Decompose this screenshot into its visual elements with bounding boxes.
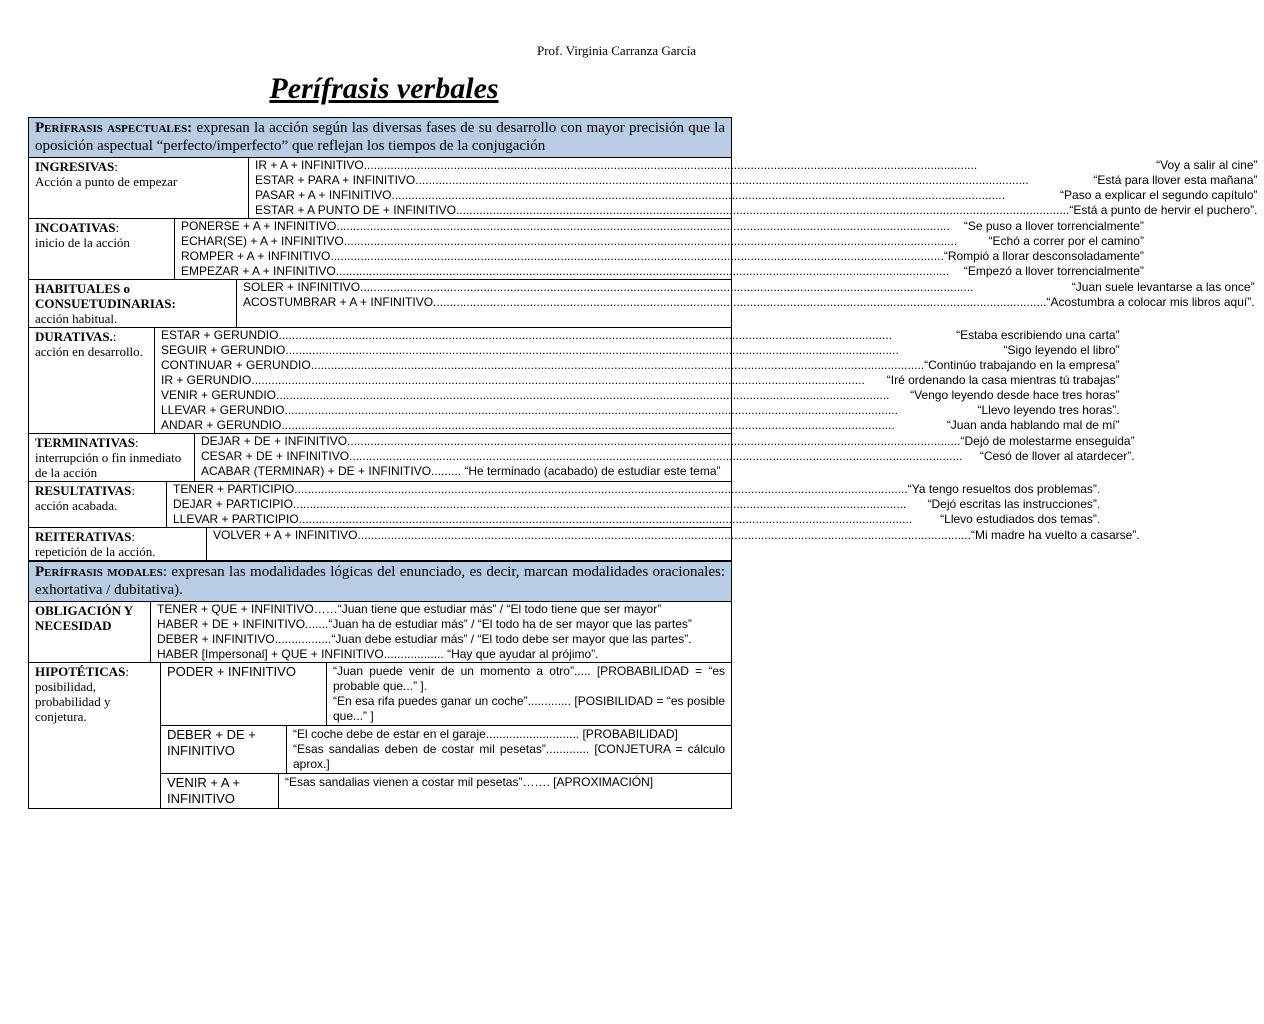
formula-line: [201, 434, 1135, 449]
group-ingresivas: [29, 158, 1258, 219]
group-description: posibilidad, probabilidad y conjetura.: [35, 679, 111, 724]
example: “Ya tengo resueltos dos problemas”.: [907, 482, 1101, 496]
group-formulas: [155, 328, 1126, 433]
formula: HABER + DE + INFINITIVO: [157, 617, 306, 631]
group-formulas: [249, 158, 1264, 218]
examples: [279, 774, 731, 808]
example: “Mi madre ha vuelto a casarse”.: [970, 528, 1140, 542]
example: “Se puso a llover torrencialmente”: [963, 219, 1144, 233]
formula-line: [161, 403, 1120, 418]
group-description: interrupción o fin inmediato de la acción: [35, 450, 182, 480]
aspectual-title: Perífrasis aspectuales:: [35, 120, 193, 136]
formula: PONERSE + A + INFINITIVO: [181, 219, 337, 233]
example: “Sigo leyendo el libro”: [1003, 343, 1120, 357]
group-resultativas: [29, 482, 1101, 528]
group-label: [29, 528, 207, 560]
page-title: Perífrasis verbales: [269, 72, 499, 105]
formula: LLEVAR + PARTICIPIO: [173, 512, 299, 526]
group-name: HIPOTÉTICAS: [35, 664, 126, 679]
formula: IR + A + INFINITIVO: [255, 158, 364, 172]
example: “Rompió a llorar desconsoladamente”: [943, 249, 1144, 263]
formula: DEBER + DE + INFINITIVO: [161, 726, 287, 773]
hipotetica-row-poder: [161, 663, 731, 726]
formula-line: [181, 219, 1144, 234]
example: “Cesó de llover al atardecer”.: [979, 449, 1135, 463]
example: “Dejó de molestarme enseguida”: [960, 434, 1135, 448]
group-reiterativas: [29, 528, 1140, 561]
formula-line: ACABAR (TERMINAR) + DE + INFINITIVO......... “He terminado (acabado) de estudiar este tema”: [201, 464, 721, 478]
modal-header: [29, 561, 731, 602]
example: “Acostumbra a colocar mis libros aquí”.: [1046, 295, 1255, 309]
leader-dots: .................: [274, 632, 332, 646]
example: “Vengo leyendo desde hace tres horas”: [910, 388, 1120, 402]
formula: PODER + INFINITIVO: [161, 663, 327, 725]
formula-line: [243, 295, 1255, 310]
formula: ESTAR + GERUNDIO: [161, 328, 279, 342]
group-name: REITERATIVAS: [35, 529, 132, 544]
examples: [287, 726, 731, 773]
group-label: [29, 482, 167, 527]
leader-dots: ……: [313, 602, 338, 616]
example: “Echó a correr por el camino”: [988, 234, 1144, 248]
example: “Juan ha de estudiar más” / “El todo ha de ser mayor que las partes”: [328, 617, 692, 631]
group-formulas: [195, 434, 1141, 481]
group-name: HABITUALES o CONSUETUDINARIAS:: [35, 281, 176, 311]
group-habituales: [29, 280, 1255, 328]
formula: CESAR + DE + INFINITIVO: [201, 449, 350, 463]
formula: VENIR + A + INFINITIVO: [161, 774, 279, 808]
formula-line: [157, 602, 725, 617]
formula: SOLER + INFINITIVO: [243, 280, 361, 294]
group-label: [29, 663, 161, 808]
group-label: [29, 158, 249, 218]
group-obligacion: [29, 602, 731, 663]
example: “Juan suele levantarse a las once”: [1071, 280, 1255, 294]
aspectual-header: [29, 118, 731, 158]
hipoteticas-grid: [161, 663, 731, 808]
group-formulas: [175, 219, 1150, 279]
group-incoativas: [29, 219, 1144, 280]
example: “Juan debe estudiar más” / “El todo debe ser mayor que las partes”.: [331, 632, 692, 646]
group-formulas: [151, 602, 731, 662]
example: “Juan puede venir de un momento a otro”..... [PROBABILIDAD = “es probable que...” ].: [333, 664, 725, 693]
group-description: acción habitual.: [35, 311, 118, 326]
formula: EMPEZAR + A + INFINITIVO: [181, 264, 336, 278]
formula: ROMPER + A + INFINITIVO: [181, 249, 331, 263]
group-name: INGRESIVAS: [35, 159, 115, 174]
formula: CONTINUAR + GERUNDIO: [161, 358, 311, 372]
group-description: repetición de la acción.: [35, 544, 156, 559]
example: “Empezó a llover torrencialmente”: [963, 264, 1144, 278]
formula-line: [157, 632, 725, 647]
formula: ESTAR + PARA + INFINITIVO: [255, 173, 416, 187]
group-name: DURATIVAS.: [35, 329, 113, 344]
formula: ACOSTUMBRAR + A + INFINITIVO: [243, 295, 434, 309]
modal-description: : expresan las modalidades lógicas del enunciado, es decir, marcan modalidades oracionales: exhortativa / dubitativa).: [35, 564, 725, 598]
example: “Esas sandalias deben de costar mil pesetas”............. [CONJETURA = cálculo aprox.]: [293, 742, 725, 771]
hipotetica-row-deber: [161, 726, 731, 774]
formula-line: [255, 203, 1258, 218]
formula-line: [161, 358, 1120, 373]
group-name-suffix: :: [134, 435, 139, 450]
formula-line: [161, 343, 1120, 358]
example: “Continúo trabajando en la empresa”: [924, 358, 1120, 372]
group-hipoteticas: [29, 663, 731, 808]
group-description: acción acabada.: [35, 498, 118, 513]
formula: TENER + PARTICIPIO: [173, 482, 295, 496]
example: “Iré ordenando la casa mientras tú trabajas”: [886, 373, 1120, 387]
formula-line: [173, 512, 1100, 527]
group-description: acción en desarrollo.: [35, 344, 143, 359]
group-formulas: [207, 528, 1162, 560]
formula: HABER [Impersonal] + QUE + INFINITIVO: [157, 647, 384, 661]
example: “Juan tiene que estudiar más” / “El todo tiene que ser mayor”: [337, 602, 662, 616]
group-name: OBLIGACIÓN Y NECESIDAD: [35, 603, 133, 633]
group-name-suffix: :: [112, 329, 117, 344]
formula: ACABAR (TERMINAR) + DE + INFINITIVO: [201, 464, 432, 478]
formula-line: [173, 482, 1100, 497]
aspectual-description: expresan la acción según las diversas fases de su desarrollo con mayor precisión que la oposición aspectual “perfecto/imperfecto” que reflejan los tiempos de la conjugación: [35, 120, 726, 154]
formula-line: [181, 234, 1144, 249]
example: “Juan anda hablando mal de mí”: [946, 418, 1120, 432]
group-description: Acción a punto de empezar: [35, 174, 178, 189]
group-label: [29, 280, 237, 327]
formula-line: [255, 173, 1258, 188]
formula-line: [161, 388, 1120, 403]
formula: ESTAR + A PUNTO DE + INFINITIVO: [255, 203, 456, 217]
group-durativas: [29, 328, 1120, 434]
author-name: Prof. Virginia Carranza García: [536, 43, 696, 58]
formula-line: [255, 188, 1258, 203]
group-label: [29, 434, 195, 481]
formula: VOLVER + A + INFINITIVO: [213, 528, 358, 542]
group-label: [29, 328, 155, 433]
group-name-suffix: :: [125, 664, 129, 679]
example: “He terminado (acabado) de estudiar este tema”: [461, 464, 721, 478]
example: “Voy a salir al cine”: [1156, 158, 1258, 172]
formula: LLEVAR + GERUNDIO: [161, 403, 285, 417]
formula-line: [201, 449, 1135, 464]
formula: DEBER + INFINITIVO: [157, 632, 275, 646]
formula: PASAR + A + INFINITIVO: [255, 188, 392, 202]
formula-line: [161, 328, 1120, 343]
example: “El coche debe de estar en el garaje............................ [PROBABILIDAD]: [293, 727, 678, 741]
group-name: RESULTATIVAS: [35, 483, 132, 498]
hipotetica-row-venir: [161, 774, 731, 808]
group-name-suffix: :: [131, 483, 135, 498]
example: “Paso a explicar el segundo capítulo”: [1060, 188, 1258, 202]
formula-line: [181, 249, 1144, 264]
formula: DEJAR + DE + INFINITIVO: [201, 434, 348, 448]
formula-line: [213, 528, 1140, 543]
example: “Está a punto de hervir el puchero”.: [1069, 203, 1258, 217]
formula: ECHAR(SE) + A + INFINITIVO: [181, 234, 344, 248]
formula: ANDAR + GERUNDIO: [161, 418, 282, 432]
group-name: INCOATIVAS: [35, 220, 116, 235]
formula: TENER + QUE + INFINITIVO: [157, 602, 314, 616]
formula-line: [181, 264, 1144, 279]
formula-line: [157, 617, 725, 632]
formula: SEGUIR + GERUNDIO: [161, 343, 286, 357]
formula-line: [157, 647, 725, 662]
formula: VENIR + GERUNDIO: [161, 388, 277, 402]
formula: DEJAR + PARTICIPIO: [173, 497, 293, 511]
formula: IR + GERUNDIO: [161, 373, 252, 387]
examples: [327, 663, 731, 725]
group-terminativas: [29, 434, 1135, 482]
group-name-suffix: :: [131, 529, 135, 544]
formula-line: [161, 418, 1120, 433]
group-formulas: [167, 482, 1130, 527]
example: “Llevo estudiados dos temas”.: [940, 512, 1101, 526]
group-name-suffix: :: [114, 159, 118, 174]
group-name: TERMINATIVAS: [35, 435, 135, 450]
group-label: [29, 602, 151, 662]
leader-dots: ..................: [383, 647, 444, 661]
formula-line: [255, 158, 1258, 173]
periphrasis-table: [28, 117, 1258, 809]
formula-line: [161, 373, 1120, 388]
example: “En esa rifa puedes ganar un coche”............. [POSIBILIDAD = “es posible que...” ]: [333, 694, 725, 723]
group-label: [29, 219, 175, 279]
formula-line: [173, 497, 1100, 512]
formula-line: [243, 280, 1255, 295]
example: “Está para llover esta mañana”: [1093, 173, 1258, 187]
example: “Estaba escribiendo una carta”: [956, 328, 1120, 342]
modal-title: Perífrasis modales: [35, 564, 163, 580]
group-description: inicio de la acción: [35, 235, 130, 250]
leader-dots: .......: [305, 617, 329, 631]
example: “Dejó escritas las instrucciones”.: [927, 497, 1101, 511]
example: “Llevo leyendo tres horas”.: [977, 403, 1120, 417]
group-name-suffix: :: [115, 220, 120, 235]
example: “Esas sandalias vienen a costar mil pesetas”……. [APROXIMACIÓN]: [285, 775, 654, 789]
example: “Hay que ayudar al prójimo”.: [443, 647, 599, 661]
group-formulas: [237, 280, 1261, 327]
